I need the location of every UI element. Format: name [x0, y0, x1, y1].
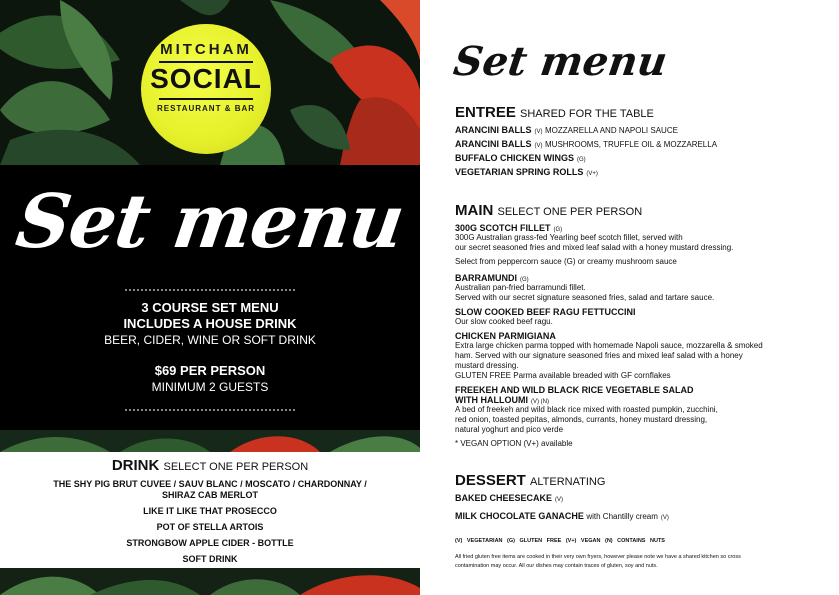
allergen-disclaimer: All fried gluten free items are cooked in their very own fryers, however please note we have a shared kitchen so cross contamination may occur. All our dishes may contain traces of gluten, soy and nuts. — [455, 554, 741, 569]
course-line: BEER, CIDER, WINE OR SOFT DRINK — [104, 333, 316, 347]
item-description: A bed of freekeh and wild black rice mixed with roasted pumpkin, zucchini, — [455, 405, 718, 414]
drink-item: POT OF STELLA ARTOIS — [156, 522, 264, 532]
item-description: GLUTEN FREE Parma available breaded with GF cornflakes — [455, 371, 671, 380]
drink-item: THE SHY PIG BRUT CUVEE / SAUV BLANC / MOSCATO / CHARDONNAY / — [53, 479, 367, 489]
main-heading: MAIN SELECT ONE PER PERSON — [455, 202, 643, 219]
course-line: INCLUDES A HOUSE DRINK — [123, 316, 297, 331]
mitcham-social-logo — [141, 24, 271, 154]
course-line: 3 COURSE SET MENU — [141, 300, 279, 315]
right-panel — [420, 0, 839, 595]
item-description: Our slow cooked beef ragu. — [455, 317, 553, 326]
item-description: Australian pan-fried barramundi fillet. — [455, 283, 586, 292]
menu-item: SLOW COOKED BEEF RAGU FETTUCCINI — [455, 307, 636, 317]
set-menu-script-title: Set menu — [450, 38, 670, 85]
item-description: Extra large chicken parma topped with homemade Napoli sauce, mozzarella & smoked — [455, 341, 763, 350]
menu-item: BAKED CHEESECAKE (V) — [455, 493, 564, 503]
item-description: our secret seasoned fries and mixed leaf salad with a honey mustard dressing. — [455, 243, 734, 252]
item-description: red onion, toasted pepitas, almonds, currants, honey mustard dressing, — [455, 415, 708, 424]
dietary-legend: (V) VEGETARIAN (G) GLUTEN FREE (V+) VEGAN (N) CONTAINS NUTS — [455, 538, 665, 544]
minimum-guests: MINIMUM 2 GUESTS — [151, 380, 269, 394]
drink-item: STRONGBOW APPLE CIDER - BOTTLE — [126, 538, 294, 548]
price-info — [0, 363, 420, 395]
logo-top-text: MITCHAM — [160, 41, 252, 58]
item-description: 300G Australian grass-fed Yearling beef scotch fillet, served with — [455, 233, 683, 242]
menu-item: VEGETARIAN SPRING ROLLS (V+) — [455, 167, 598, 177]
logo-main-text: SOCIAL — [150, 63, 262, 94]
menu-item: 300G SCOTCH FILLET (G) — [455, 223, 563, 233]
main-section — [455, 202, 815, 449]
dessert-section — [455, 472, 669, 521]
dotted-divider — [125, 409, 295, 411]
drink-item: SOFT DRINK — [182, 554, 238, 564]
dessert-heading: DESSERT ALTERNATING — [455, 472, 606, 489]
menu-item: BARRAMUNDI (G) — [455, 273, 529, 283]
entree-heading: ENTREE SHARED FOR THE TABLE — [455, 104, 654, 121]
menu-item: WITH HALLOUMI (V) (N) — [455, 395, 549, 405]
drink-heading: DRINK SELECT ONE PER PERSON — [111, 457, 309, 474]
set-menu-script-title: Set menu — [11, 179, 409, 265]
drink-section — [0, 452, 420, 568]
logo-divider — [159, 98, 253, 100]
course-info — [0, 300, 420, 348]
drink-item: LIKE IT LIKE THAT PROSECCO — [143, 506, 277, 516]
item-description: ham. Served with our signature seasoned fries and mixed leaf salad with a honey — [455, 351, 743, 360]
menu-item: CHICKEN PARMIGIANA — [455, 331, 556, 341]
entree-section — [455, 104, 717, 177]
tropical-foliage-strip — [0, 430, 420, 452]
item-description: natural yoghurt and pico verde — [455, 425, 564, 434]
dotted-divider — [125, 289, 295, 291]
menu-item: MILK CHOCOLATE GANACHE with Chantilly cream (V) — [455, 511, 669, 521]
menu-item: ARANCINI BALLS (V) MUSHROOMS, TRUFFLE OIL & MOZZARELLA — [455, 139, 718, 149]
price-text: $69 PER PERSON — [154, 363, 266, 378]
item-description: mustard dressing. — [455, 361, 519, 370]
menu-item: ARANCINI BALLS (V) MOZZARELLA AND NAPOLI SAUCE — [455, 125, 678, 135]
item-description: Served with our secret signature seasoned fries, salad and tartare sauce. — [455, 293, 715, 302]
tropical-foliage-bottom — [0, 568, 420, 595]
drink-item: SHIRAZ CAB MERLOT — [162, 490, 258, 500]
menu-item: FREEKEH AND WILD BLACK RICE VEGETABLE SALAD — [455, 385, 694, 395]
set-menu-panel — [0, 165, 420, 430]
item-description: * VEGAN OPTION (V+) available — [455, 439, 573, 448]
logo-bottom-text: RESTAURANT & BAR — [156, 104, 256, 113]
menu-item: BUFFALO CHICKEN WINGS (G) — [455, 153, 586, 163]
item-description: Select from peppercorn sauce (G) or creamy mushroom sauce — [455, 257, 677, 266]
